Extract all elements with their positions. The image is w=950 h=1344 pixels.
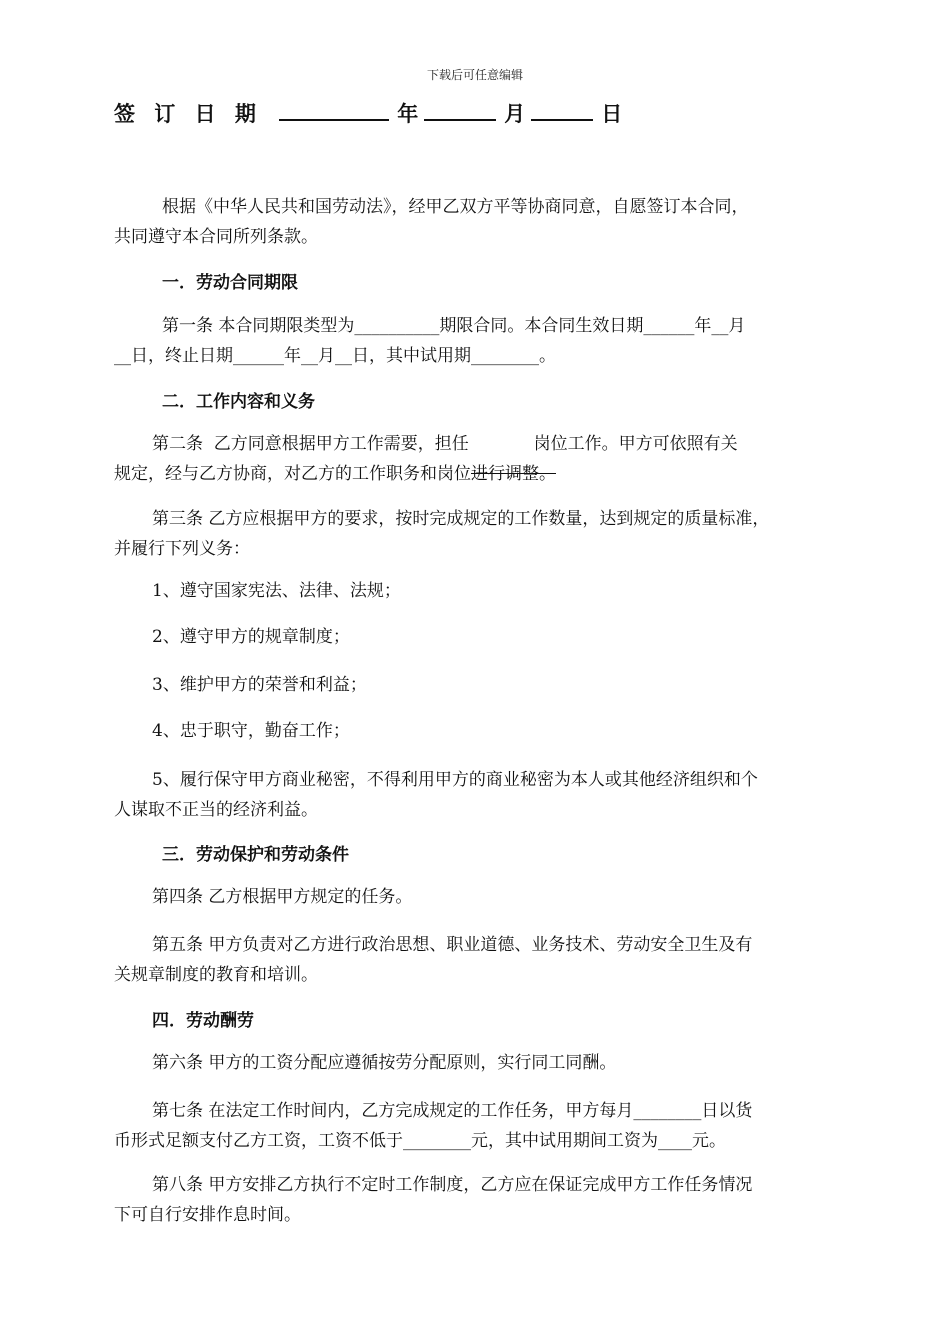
article-3 [114,504,834,564]
day-label: 日 [601,102,629,126]
article-6: 第六条 甲方的工资分配应遵循按劳分配原则，实行同工同酬。 [152,1053,617,1073]
article-1 [114,311,834,371]
duty-item-5 [114,765,834,825]
article-5 [114,930,834,990]
article-5-line-1: 第五条 甲方负责对乙方进行政治思想、职业道德、业务技术、劳动安全卫生及有 [152,935,753,955]
duty-item-5-line-2: 人谋取不正当的经济利益。 [114,800,318,820]
day-blank [531,99,593,121]
section-heading-4: 四．劳动酬劳 [152,1011,254,1031]
article-5-line-2: 关规章制度的教育和培训。 [114,965,318,985]
duty-item-1: 1、遵守国家宪法、法律、法规； [152,581,401,601]
duty-item-3: 3、维护甲方的荣誉和利益； [152,675,367,695]
article-7-line-1: 第七条 在法定工作时间内，乙方完成规定的工作任务，甲方每月________日以货 [152,1101,753,1121]
article-2 [114,429,834,489]
article-8 [114,1170,834,1230]
sign-date-label: 签 订 日 期 [114,102,262,126]
article-4: 第四条 乙方根据甲方规定的任务。 [152,887,413,907]
duty-item-2: 2、遵守甲方的规章制度； [152,627,350,647]
article-8-line-1: 第八条 甲方安排乙方执行不定时工作制度，乙方应在保证完成甲方工作任务情况 [152,1175,753,1195]
article-3-line-2: 并履行下列义务： [114,539,250,559]
intro-line-1: 根据《中华人民共和国劳动法》，经甲乙双方平等协商同意，自愿签订本合同， [162,197,749,217]
year-blank [279,99,389,121]
month-label: 月 [504,102,532,126]
article-2-line-2-text: 规定，经与乙方协商，对乙方的工作职务和岗位 [114,464,471,484]
article-1-line-2: __日，终止日期______年__月__日，其中试用期________。 [114,346,556,366]
sign-date-line [114,98,628,128]
section-heading-2: 二．工作内容和义务 [162,392,315,412]
section-heading-3: 三．劳动保护和劳动条件 [162,845,349,865]
article-7 [114,1096,834,1156]
article-2-line-1: 第二条 乙方同意根据甲方工作需要，担任 岗位工作。甲方可依照有关 [152,434,738,454]
section-heading-1: 一．劳动合同期限 [162,273,298,293]
duty-item-5-line-1: 5、履行保守甲方商业秘密，不得利用甲方的商业秘密为本人或其他经济组织和个 [152,770,758,790]
header-note: 下载后可任意编辑 [426,68,523,82]
article-2-struck-text: 进行调整。 [471,464,556,484]
year-label: 年 [397,102,425,126]
intro-line-2: 共同遵守本合同所列条款。 [114,227,318,247]
article-2-line-2 [114,459,834,489]
article-8-line-2: 下可自行安排作息时间。 [114,1205,301,1225]
month-blank [424,99,496,121]
intro-paragraph [114,192,834,252]
article-3-line-1: 第三条 乙方应根据甲方的要求，按时完成规定的工作数量，达到规定的质量标准， [152,509,770,529]
duty-item-4: 4、忠于职守，勤奋工作； [152,721,350,741]
article-1-line-1: 第一条 本合同期限类型为__________期限合同。本合同生效日期______年__月 [162,316,746,336]
article-7-line-2: 币形式足额支付乙方工资，工资不低于________元，其中试用期间工资为____元。 [114,1131,726,1151]
